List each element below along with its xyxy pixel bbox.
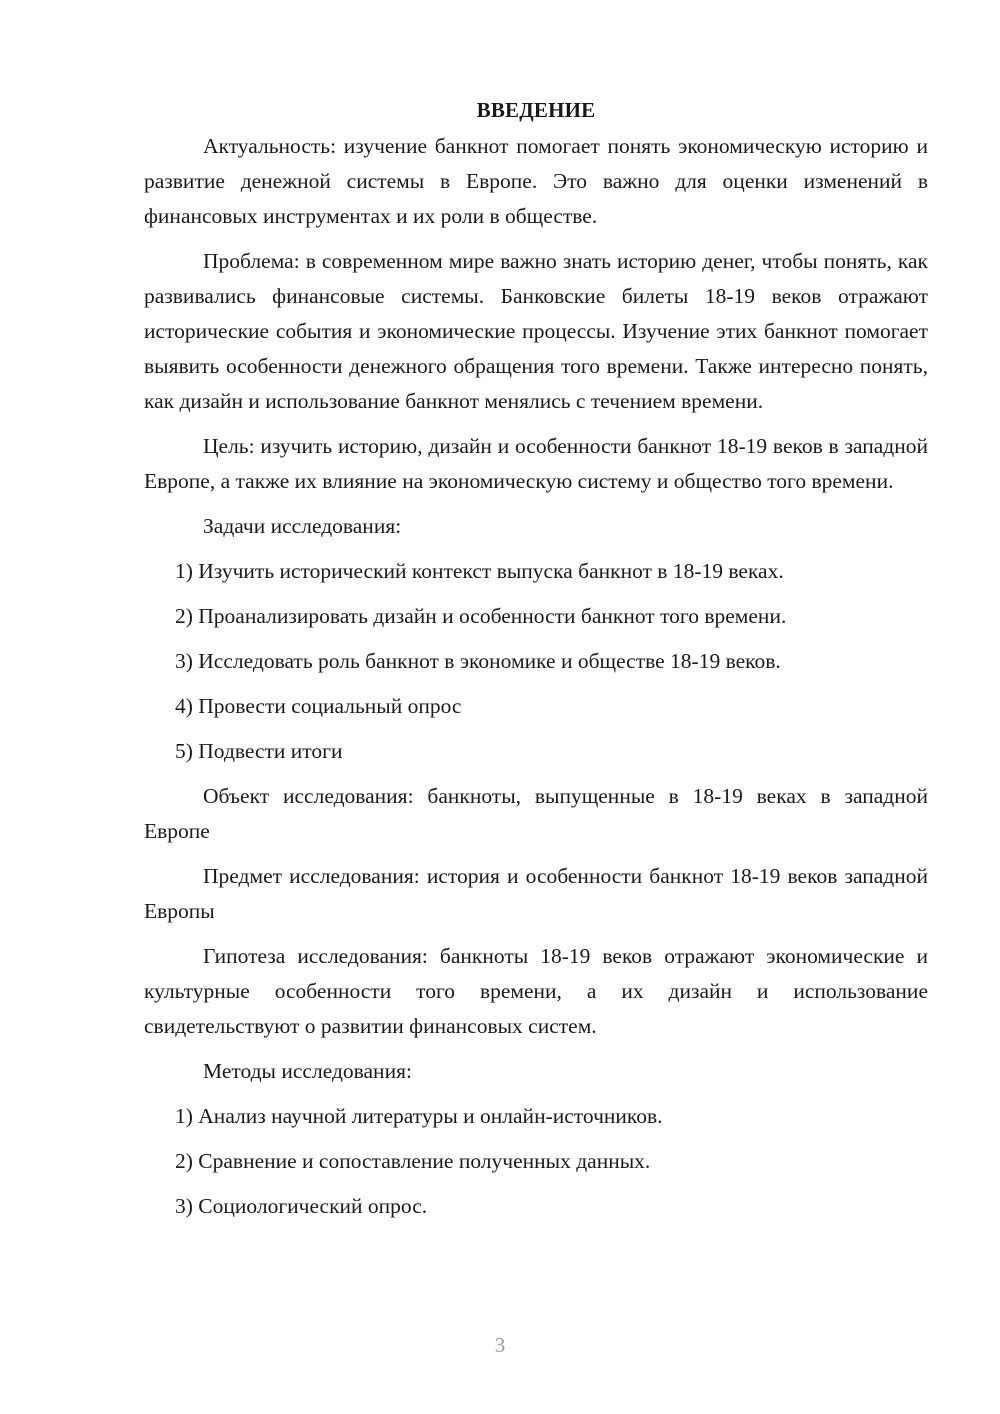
task-item: 3) Исследовать роль банкнот в экономике и обществе 18-19 веков. — [175, 649, 781, 673]
method-item: 3) Социологический опрос. — [175, 1194, 428, 1218]
methods-heading: Методы исследования: — [203, 1059, 412, 1083]
goal-paragraph: Цель: изучить историю, дизайн и особенности банкнот 18-19 веков в западной Европе, а также их влияние на экономическую систему и общество того времени. — [144, 434, 928, 493]
method-item: 2) Сравнение и сопоставление полученных данных. — [175, 1149, 651, 1173]
page-number: 3 — [494, 1333, 506, 1357]
relevance-paragraph: Актуальность: изучение банкнот помогает понять экономическую историю и развитие денежной системы в Европе. Это важно для оценки изменений в финансовых инструментах и их роли в обществе. — [144, 134, 928, 228]
task-item: 4) Провести социальный опрос — [175, 694, 462, 718]
problem-paragraph: Проблема: в современном мире важно знать историю денег, чтобы понять, как развивались финансовые системы. Банковские билеты 18-19 веков отражают исторические события и экономические процессы. Изучение этих банкнот помогает выявить особенности денежного обращения того времени. Также интересно понять, как дизайн и использование банкнот менялись с течением времени. — [144, 249, 928, 413]
subject-paragraph: Предмет исследования: история и особенности банкнот 18-19 веков западной Европы — [144, 864, 928, 923]
task-item: 2) Проанализировать дизайн и особенности банкнот того времени. — [175, 604, 787, 628]
section-title: ВВЕДЕНИЕ — [476, 98, 596, 122]
tasks-heading: Задачи исследования: — [203, 514, 402, 538]
task-item: 5) Подвести итоги — [175, 739, 343, 763]
method-item: 1) Анализ научной литературы и онлайн-источников. — [175, 1104, 663, 1128]
task-item: 1) Изучить исторический контекст выпуска банкнот в 18-19 веках. — [175, 559, 784, 583]
hypothesis-paragraph: Гипотеза исследования: банкноты 18-19 веков отражают экономические и культурные особенности того времени, а их дизайн и использование свидетельствуют о развитии финансовых систем. — [144, 944, 928, 1038]
page-content — [144, 93, 928, 1234]
object-paragraph: Объект исследования: банкноты, выпущенные в 18-19 веках в западной Европе — [144, 784, 928, 843]
